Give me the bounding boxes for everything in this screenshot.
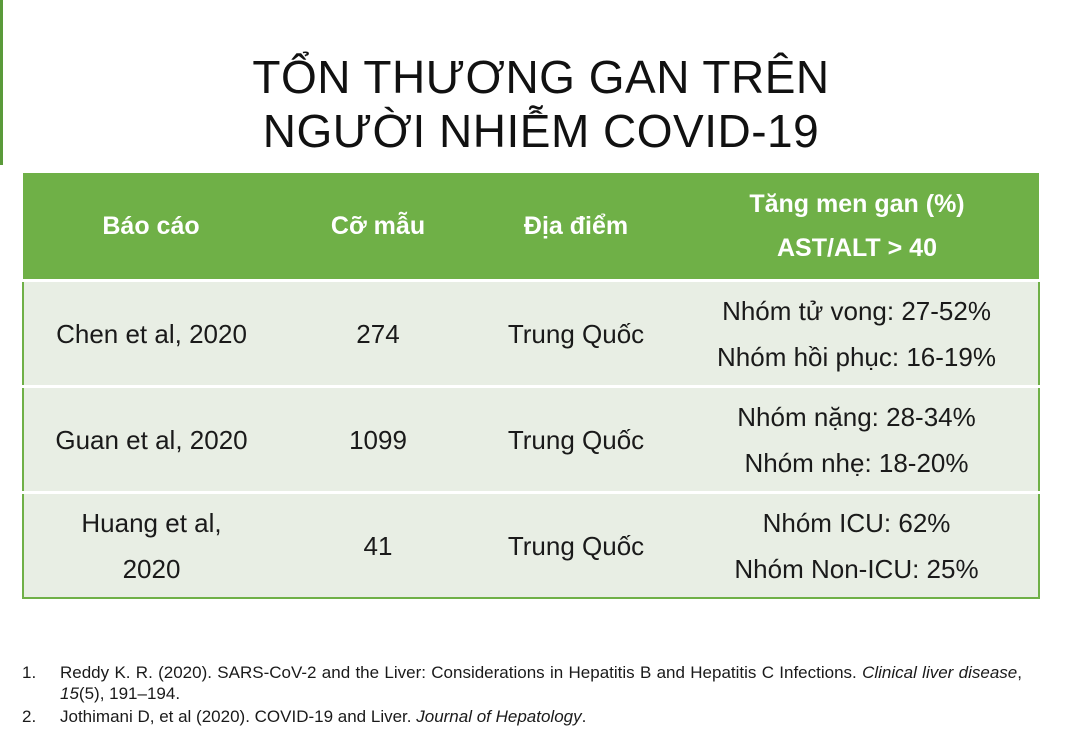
cell-report — [23, 281, 279, 387]
cell-enzyme-line-1: Nhóm nặng: 28-34% — [737, 401, 976, 432]
cell-enzyme-line-1: Nhóm ICU: 62% — [762, 507, 951, 538]
reference-volume: 15 — [60, 684, 79, 703]
table-row — [23, 493, 1039, 599]
cell-enzyme-line-2: Nhóm Non-ICU: 25% — [734, 553, 979, 584]
reference-number: 1. — [22, 663, 37, 682]
cell-enzyme — [675, 281, 1039, 387]
page-title — [0, 50, 1082, 158]
references — [22, 662, 1022, 727]
title-line-1: TỔN THƯƠNG GAN TRÊN — [252, 51, 830, 103]
cell-enzyme-line-2: Nhóm nhẹ: 18-20% — [744, 447, 969, 478]
reference-text-b: , — [1017, 663, 1022, 682]
reference-item — [22, 662, 1022, 704]
table-row — [23, 281, 1039, 387]
cell-sample-size: 1099 — [279, 387, 477, 493]
cell-report — [23, 387, 279, 493]
header-report: Báo cáo — [23, 173, 279, 281]
liver-injury-table — [22, 173, 1040, 599]
header-enzyme-line-2: AST/ALT > 40 — [777, 234, 937, 262]
cell-sample-size: 274 — [279, 281, 477, 387]
reference-text — [60, 706, 1022, 727]
cell-report-line-1: Guan et al, 2020 — [55, 424, 248, 455]
cell-sample-size: 41 — [279, 493, 477, 599]
title-line-2: NGƯỜI NHIỄM COVID-19 — [262, 105, 820, 157]
cell-enzyme-line-2: Nhóm hồi phục: 16-19% — [717, 341, 996, 372]
cell-report-line-1: Chen et al, 2020 — [56, 318, 247, 349]
table-header-row — [23, 173, 1039, 281]
cell-location: Trung Quốc — [477, 281, 675, 387]
reference-journal: Journal of Hepatology — [416, 707, 582, 726]
cell-location: Trung Quốc — [477, 387, 675, 493]
table-row — [23, 387, 1039, 493]
reference-text — [60, 662, 1022, 704]
header-enzyme-line-1: Tăng men gan (%) — [749, 190, 965, 218]
reference-journal: Clinical liver disease — [862, 663, 1018, 682]
cell-enzyme-line-1: Nhóm tử vong: 27-52% — [722, 295, 991, 326]
header-enzyme — [675, 173, 1039, 281]
reference-text-a: Reddy K. R. (2020). SARS-CoV-2 and the Liver: Considerations in Hepatitis B and Hepatitis C Infections. — [60, 663, 863, 682]
reference-text-a: Jothimani D, et al (2020). COVID-19 and Liver. — [60, 707, 417, 726]
cell-enzyme — [675, 493, 1039, 599]
reference-text-c: (5), 191–194. — [78, 684, 181, 703]
cell-report — [23, 493, 279, 599]
header-sample-size: Cỡ mẫu — [279, 173, 477, 281]
reference-item — [22, 706, 1022, 727]
header-location: Địa điểm — [477, 173, 675, 281]
cell-location: Trung Quốc — [477, 493, 675, 599]
cell-report-line-1: Huang et al, — [81, 507, 222, 538]
reference-text-b: . — [581, 707, 587, 726]
cell-enzyme — [675, 387, 1039, 493]
cell-report-line-2: 2020 — [122, 553, 181, 584]
reference-number: 2. — [22, 707, 37, 726]
